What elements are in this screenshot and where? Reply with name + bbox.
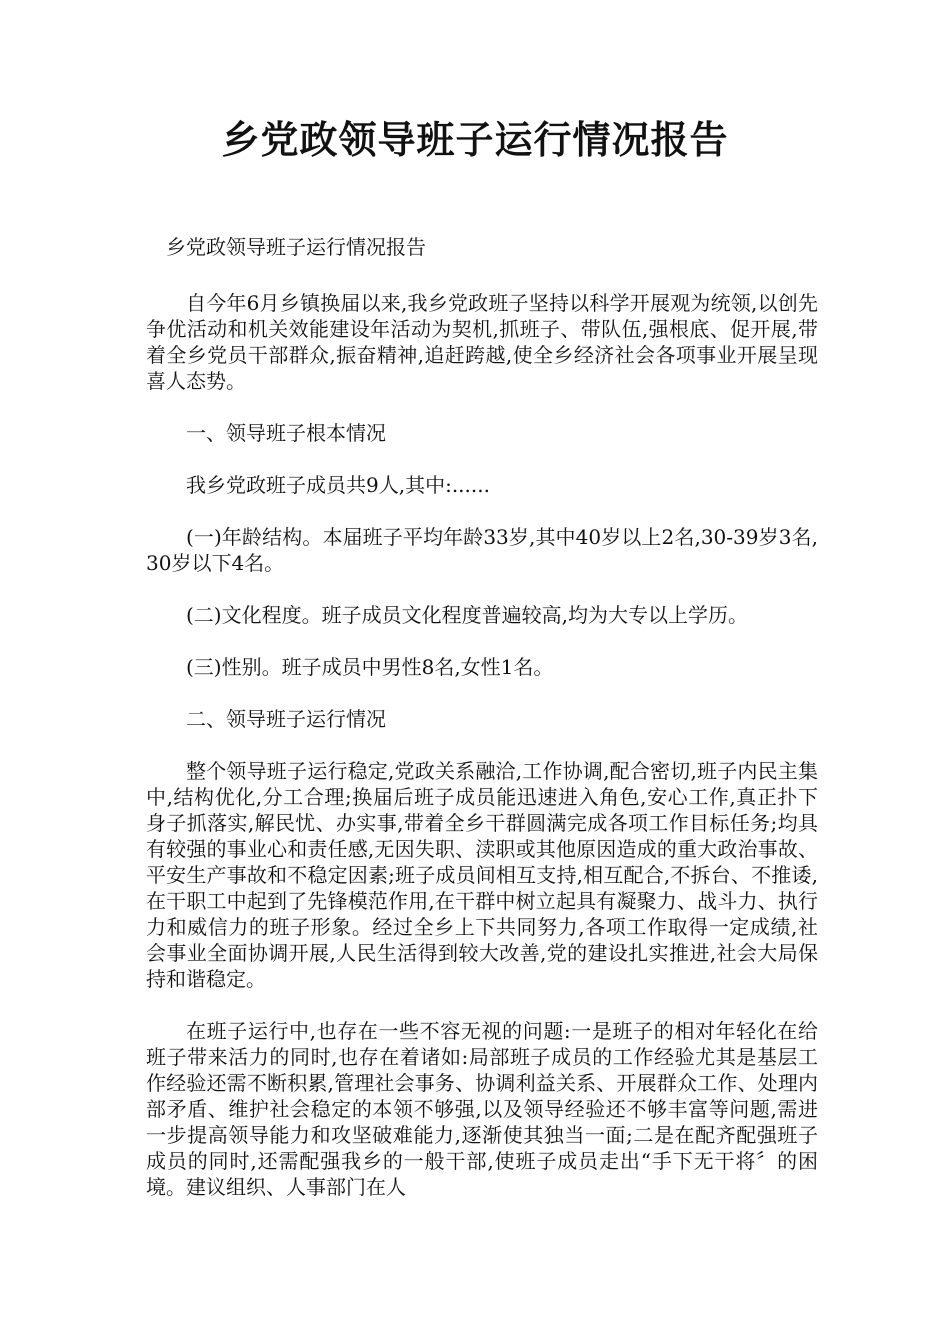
age-structure-paragraph: (一)年龄结构。本届班子平均年龄33岁,其中40岁以上2名,30-39岁3名,30岁以下4名。 <box>146 525 818 575</box>
intro-paragraph: 自今年6月乡镇换届以来,我乡党政班子坚持以科学开展观为统领,以创先争优活动和机关效能建设年活动为契机,抓班子、带队伍,强根底、促开展,带着全乡党员干部群众,振奋精神,追赶跨越,使全乡经济社会各项事业开展呈现喜人态势。 <box>146 291 818 393</box>
subtitle-paragraph: 乡党政领导班子运行情况报告 <box>166 235 426 259</box>
problems-paragraph: 在班子运行中,也存在一些不容无视的问题:一是班子的相对年轻化在给班子带来活力的同时,也存在着诸如:局部班子成员的工作经验尤其是基层工作经验还需不断积累,管理社会事务、协调利益关系、开展群众工作、处理内部矛盾、维护社会稳定的本领不够强,以及领导经验还不够丰富等问题,需进一步提高领导能力和攻坚破难能力,逐渐使其独当一面;二是在配齐配强班子成员的同时,还需配强我乡的一般干部,使班子成员走出“手下无干将〞的困境。建议组织、人事部门在人 <box>146 1019 818 1199</box>
members-paragraph: 我乡党政班子成员共9人,其中:...... <box>186 473 490 497</box>
section-heading-1: 一、领导班子根本情况 <box>186 421 386 445</box>
education-paragraph: (二)文化程度。班子成员文化程度普遍较高,均为大专以上学历。 <box>186 603 748 627</box>
document-title: 乡党政领导班子运行情况报告 <box>221 118 729 162</box>
gender-paragraph: (三)性别。班子成员中男性8名,女性1名。 <box>186 655 554 679</box>
document-body <box>146 234 818 1226</box>
section-heading-2: 二、领导班子运行情况 <box>186 707 386 731</box>
operation-paragraph: 整个领导班子运行稳定,党政关系融洽,工作协调,配合密切,班子内民主集中,结构优化,分工合理;换届后班子成员能迅速进入角色,安心工作,真正扑下身子抓落实,解民忧、办实事,带着全乡干群圆满完成各项工作目标任务;均具有较强的事业心和责任感,无因失职、渎职或其他原因造成的重大政治事故、平安生产事故和不稳定因素;班子成员间相互支持,相互配合,不拆台、不推诿,在干职工中起到了先锋模范作用,在干群中树立起具有凝聚力、战斗力、执行力和威信力的班子形象。经过全乡上下共同努力,各项工作取得一定成绩,社会事业全面协调开展,人民生活得到较大改善,党的建设扎实推进,社会大局保持和谐稳定。 <box>146 759 818 991</box>
